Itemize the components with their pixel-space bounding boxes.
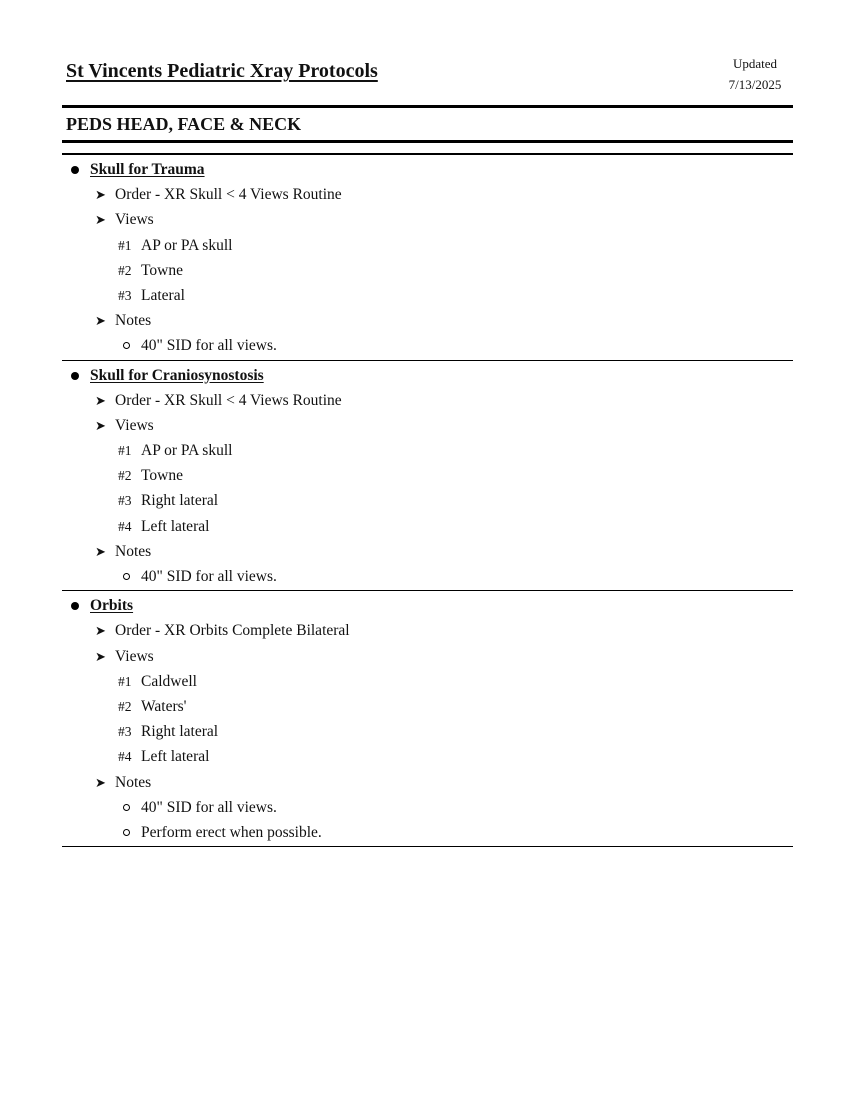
view-text: Waters'	[141, 697, 187, 715]
view-number: #4	[118, 518, 132, 534]
view-text: Caldwell	[141, 672, 197, 690]
note-item	[62, 820, 793, 845]
bullet-icon	[71, 602, 79, 610]
view-item	[62, 283, 793, 308]
arrow-bullet-icon: ➤	[95, 392, 106, 408]
order-line	[62, 182, 793, 207]
protocol-title-text: Skull for Craniosynostosis	[90, 366, 264, 384]
circle-bullet-icon	[123, 573, 130, 580]
bullet-icon	[71, 166, 79, 174]
views-label: Views	[115, 416, 154, 434]
circle-bullet-icon	[123, 342, 130, 349]
view-text: Right lateral	[141, 492, 219, 510]
views-heading	[62, 413, 793, 438]
view-number: #1	[118, 673, 132, 689]
order-text: Order - XR Skull < 4 Views Routine	[115, 391, 342, 409]
arrow-bullet-icon: ➤	[95, 648, 106, 664]
protocol-title	[62, 363, 793, 388]
arrow-bullet-icon: ➤	[95, 623, 106, 639]
view-text: Left lateral	[141, 517, 210, 535]
view-item	[62, 744, 793, 769]
order-line	[62, 388, 793, 413]
view-text: AP or PA skull	[141, 442, 233, 460]
view-item	[62, 694, 793, 719]
arrow-bullet-icon: ➤	[95, 313, 106, 329]
view-text: Towne	[141, 467, 183, 485]
view-text: Left lateral	[141, 748, 210, 766]
notes-heading	[62, 770, 793, 795]
arrow-bullet-icon: ➤	[95, 417, 106, 433]
views-heading	[62, 207, 793, 232]
notes-label: Notes	[115, 773, 152, 791]
protocol-title-text: Skull for Trauma	[90, 161, 205, 178]
protocol-title	[62, 593, 793, 618]
view-text: Towne	[141, 261, 183, 279]
views-label: Views	[115, 211, 154, 229]
note-text: 40" SID for all views.	[141, 337, 277, 355]
circle-bullet-icon	[123, 829, 130, 836]
view-number: #2	[118, 698, 132, 714]
views-label: Views	[115, 647, 154, 665]
protocol-block	[62, 155, 793, 361]
view-number: #3	[118, 287, 132, 303]
view-item	[62, 488, 793, 513]
view-item	[62, 463, 793, 488]
view-number: #4	[118, 749, 132, 765]
note-item	[62, 795, 793, 820]
updated-block	[700, 53, 810, 95]
protocol-list	[62, 155, 793, 847]
note-text: 40" SID for all views.	[141, 798, 277, 816]
notes-label: Notes	[115, 542, 152, 560]
header-divider	[62, 105, 793, 108]
order-line	[62, 618, 793, 643]
view-item	[62, 514, 793, 539]
circle-bullet-icon	[123, 804, 130, 811]
view-item	[62, 669, 793, 694]
arrow-bullet-icon: ➤	[95, 543, 106, 559]
view-text: AP or PA skull	[141, 236, 233, 254]
view-number: #3	[118, 493, 132, 509]
section-title: PEDS HEAD, FACE & NECK	[66, 114, 302, 134]
note-text: 40" SID for all views.	[141, 568, 277, 585]
note-item	[62, 333, 793, 358]
bullet-icon	[71, 372, 79, 380]
notes-label: Notes	[115, 312, 152, 330]
protocol-title-text: Orbits	[90, 597, 134, 615]
note-text: Perform erect when possible.	[141, 823, 322, 841]
updated-date: 7/13/2025	[728, 77, 782, 92]
protocol-block	[62, 361, 793, 592]
protocol-title	[62, 157, 793, 182]
protocol-block	[62, 591, 793, 847]
view-item	[62, 258, 793, 283]
view-number: #1	[118, 237, 132, 253]
order-text: Order - XR Skull < 4 Views Routine	[115, 186, 342, 204]
updated-label: Updated	[732, 56, 778, 71]
views-heading	[62, 644, 793, 669]
note-item	[62, 564, 793, 589]
notes-heading	[62, 308, 793, 333]
document-title: St Vincents Pediatric Xray Protocols	[66, 60, 378, 82]
arrow-bullet-icon: ➤	[95, 212, 106, 228]
view-number: #1	[118, 443, 132, 459]
view-text: Right lateral	[141, 723, 219, 741]
view-item	[62, 438, 793, 463]
arrow-bullet-icon: ➤	[95, 187, 106, 203]
view-text: Lateral	[141, 286, 185, 304]
arrow-bullet-icon: ➤	[95, 774, 106, 790]
order-text: Order - XR Orbits Complete Bilateral	[115, 622, 350, 640]
view-number: #2	[118, 262, 132, 278]
view-number: #2	[118, 468, 132, 484]
section-divider	[62, 140, 793, 143]
notes-heading	[62, 539, 793, 564]
view-item	[62, 233, 793, 258]
view-item	[62, 719, 793, 744]
view-number: #3	[118, 724, 132, 740]
